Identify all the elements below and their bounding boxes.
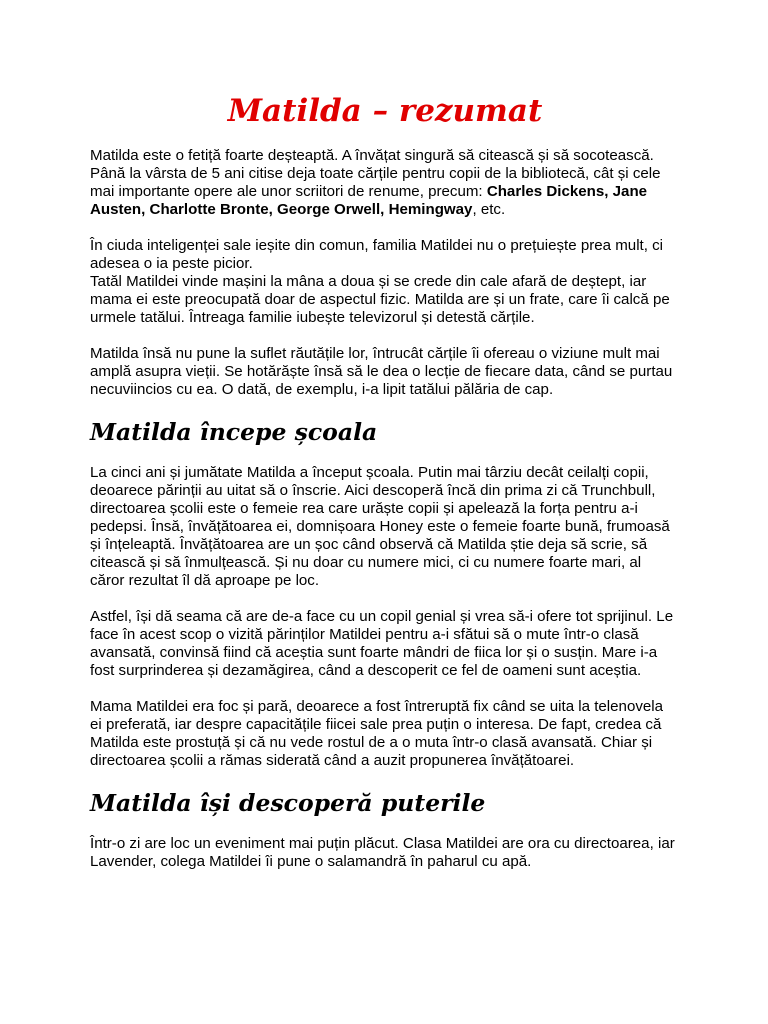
text-line: mama ei este preocupată doar de aspectul fizic. Matilda are și un frate, care îi calcă pe	[90, 291, 670, 308]
section-heading-school: Matilda începe școala	[90, 418, 378, 446]
text-line: deoarece părinții au uitat să o înscrie. Aici descoperă încă din prima zi că Trunchbull,	[90, 482, 656, 499]
text-line	[90, 201, 692, 219]
text-run: mai importante opere ale unor scriitori de renume, precum:	[90, 183, 487, 200]
text-line: Într-o zi are loc un eveniment mai puțin plăcut. Clasa Matildei are ora cu directoarea, iar	[90, 835, 675, 852]
text-line: directoarea școlii este o femeie rea care urăște copii și apelează la forța pentru a-i	[90, 500, 638, 517]
text-line: Până la vârsta de 5 ani citise deja toate cărțile pentru copii de la bibliotecă, cât și cele	[90, 165, 661, 182]
text-line: pedepsi. Însă, învățătoarea ei, domnișoara Honey este o femeie foarte bună, frumoasă	[90, 518, 670, 535]
text-line: Matilda este prostuță și că nu vede rostul de a o muta într-o clasă avansată. Chiar și	[90, 734, 653, 751]
text-line: Lavender, colega Matildei îi pune o salamandră în paharul cu apă.	[90, 853, 532, 870]
section-heading-powers: Matilda își descoperă puterile	[90, 789, 486, 817]
text-line: ei preferată, iar despre capacitățile fiicei sale prea puțin o interesa. De fapt, credea că	[90, 716, 662, 733]
family-paragraph	[90, 237, 692, 327]
text-line: Matilda însă nu pune la suflet răutățile lor, întrucât cărțile îi ofereau o viziune mult mai	[90, 345, 660, 362]
visit-paragraph	[90, 608, 692, 680]
author-names-bold: Charles Dickens, Jane	[486, 183, 648, 200]
text-line: Tatăl Matildei vinde mașini la mâna a doua și se crede din cale afară de deștept, iar	[90, 273, 647, 290]
text-line: face în acest scop o vizită părinților Matildei pentru a-i sfătui să o mute într-o clasă	[90, 626, 639, 643]
text-line	[90, 183, 692, 201]
author-names-bold: Austen, Charlotte Bronte, George Orwell, Hemingway	[90, 201, 473, 218]
text-line: La cinci ani și jumătate Matilda a început școala. Putin mai târziu decât ceilalți copii,	[90, 464, 649, 481]
event-paragraph	[90, 835, 692, 871]
school-paragraph	[90, 464, 692, 590]
books-paragraph	[90, 345, 692, 399]
text-line: urmele tatălui. Întreaga familie iubește televizorul și detestă cărțile.	[90, 309, 535, 326]
text-line: necuviincios cu ea. O dată, de exemplu, i-a lipit tatălui pălăria de cap.	[90, 381, 554, 398]
text-line: Matilda este o fetiță foarte deșteaptă. A învățat singură să citească și să socotească.	[90, 147, 654, 164]
intro-paragraph	[90, 147, 692, 219]
text-run: , etc.	[472, 201, 506, 218]
document-title: Matilda – rezumat	[227, 93, 543, 129]
text-line: directoarea școlii a rămas siderată când a auzit propunerea învățătoarei.	[90, 752, 575, 769]
text-line: Astfel, își dă seama că are de-a face cu un copil genial și vrea să-i ofere tot sprijinul. Le	[90, 608, 674, 625]
text-line: și înțeleaptă. Învățătoarea are un șoc când observă că Matilda știe deja să scrie, să	[90, 536, 648, 553]
text-line: În ciuda inteligenței sale ieșite din comun, familia Matildei nu o prețuiește prea mult, ci	[90, 237, 664, 254]
text-line: amplă asupra vieții. Se hotărăște însă să le dea o lecție de fiecare data, când se purtau	[90, 363, 673, 380]
text-line: avansată, convinsă fiind că aceștia sunt foarte mândri de fiica lor și o susțin. Mare i-a	[90, 644, 658, 661]
text-line: căror rezultat îl dă aproape pe loc.	[90, 572, 320, 589]
mother-paragraph	[90, 698, 692, 770]
text-line: citească și să înmulțească. Și nu doar cu numere mici, ci cu numere foarte mari, al	[90, 554, 642, 571]
text-line: fost surprinderea și dezamăgirea, când a descoperit ce fel de oameni sunt aceștia.	[90, 662, 642, 679]
text-line: Mama Matildei era foc și pară, deoarece a fost întreruptă fix când se uita la telenovela	[90, 698, 664, 715]
text-line: adesea o ia peste picior.	[90, 255, 253, 272]
